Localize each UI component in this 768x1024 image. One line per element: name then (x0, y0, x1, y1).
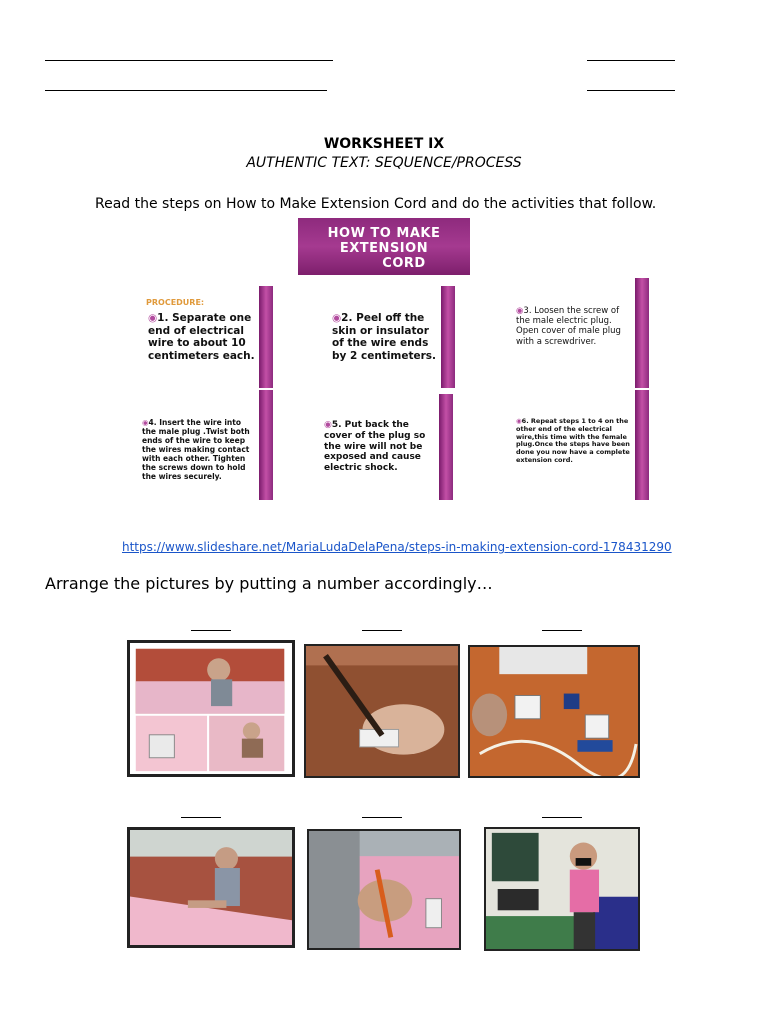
photo-screwdriver-plug-image (306, 646, 458, 776)
photo-man-at-table (127, 827, 295, 948)
photo-screwdriver-plug (304, 644, 460, 778)
answer-blank[interactable] (542, 817, 582, 818)
photo-man-with-mask-image (486, 829, 638, 949)
bullet-icon: ◉ (148, 312, 158, 324)
step-divider-bar (635, 390, 649, 500)
step-divider-bar (635, 278, 649, 388)
photo-wiring-table (468, 645, 640, 778)
step-divider-bar (439, 394, 453, 500)
photo-collage (127, 640, 295, 777)
procedure-step-1: ◉1. Separate one end of electrical wire to about 10 centimeters each. (148, 312, 255, 362)
bullet-icon: ◉ (516, 417, 522, 425)
photo-hands-wiring-image (309, 831, 459, 948)
banner-line-2: EXTENSION (339, 241, 429, 256)
activity-instruction: Arrange the pictures by putting a number accordingly… (45, 574, 493, 593)
answer-blank[interactable] (191, 630, 231, 631)
bullet-icon: ◉ (142, 418, 149, 427)
procedure-panel (126, 278, 650, 502)
date-line-1[interactable] (587, 60, 675, 61)
step-divider-bar (441, 286, 455, 388)
photo-wiring-table-image (470, 647, 638, 776)
answer-blank[interactable] (362, 817, 402, 818)
worksheet-subtitle: AUTHENTIC TEXT: SEQUENCE/PROCESS (246, 155, 522, 171)
photo-collage-image (130, 643, 292, 774)
answer-blank[interactable] (181, 817, 221, 818)
date-line-2[interactable] (587, 90, 675, 91)
worksheet-title: WORKSHEET IX (323, 136, 445, 152)
how-to-banner (298, 218, 470, 275)
procedure-step-2: ◉2. Peel off the skin or insulator of the wire ends by 2 centimeters. (332, 312, 437, 362)
bullet-icon: ◉ (324, 420, 332, 430)
photo-man-with-mask (484, 827, 640, 951)
step-divider-bar (259, 390, 273, 500)
banner-line-3: CORD (382, 256, 426, 271)
photo-hands-wiring (307, 829, 461, 950)
answer-blank[interactable] (362, 630, 402, 631)
procedure-step-5: ◉5. Put back the cover of the plug so the wire will not be exposed and cause electric shock. (324, 420, 426, 474)
bullet-icon: ◉ (516, 306, 524, 316)
procedure-step-4: ◉4. Insert the wire into the male plug .Twist both ends of the wire to keep the wires making contact with each other. Tighten the screws down to hold the wires securely. (142, 418, 250, 481)
procedure-step-6: ◉6. Repeat steps 1 to 4 on the other end of the electrical wire,this time with the female plug.Once the steps have been done you now have a complete extension cord. (516, 417, 630, 464)
name-line-2[interactable] (45, 90, 327, 91)
procedure-label: PROCEDURE: (146, 298, 205, 307)
step-divider-bar (259, 286, 273, 388)
source-link[interactable]: https://www.slideshare.net/MariaLudaDelaPena/steps-in-making-extension-cord-178431290 (122, 540, 672, 554)
banner-line-1: HOW TO MAKE (327, 226, 441, 241)
photo-man-at-table-image (130, 830, 292, 945)
bullet-icon: ◉ (332, 312, 342, 324)
answer-blank[interactable] (542, 630, 582, 631)
name-line-1[interactable] (45, 60, 333, 61)
procedure-step-3: ◉3. Loosen the screw of the male electric plug. Open cover of male plug with a screwdriver. (516, 306, 621, 347)
reading-instruction: Read the steps on How to Make Extension Cord and do the activities that follow. (95, 196, 657, 212)
